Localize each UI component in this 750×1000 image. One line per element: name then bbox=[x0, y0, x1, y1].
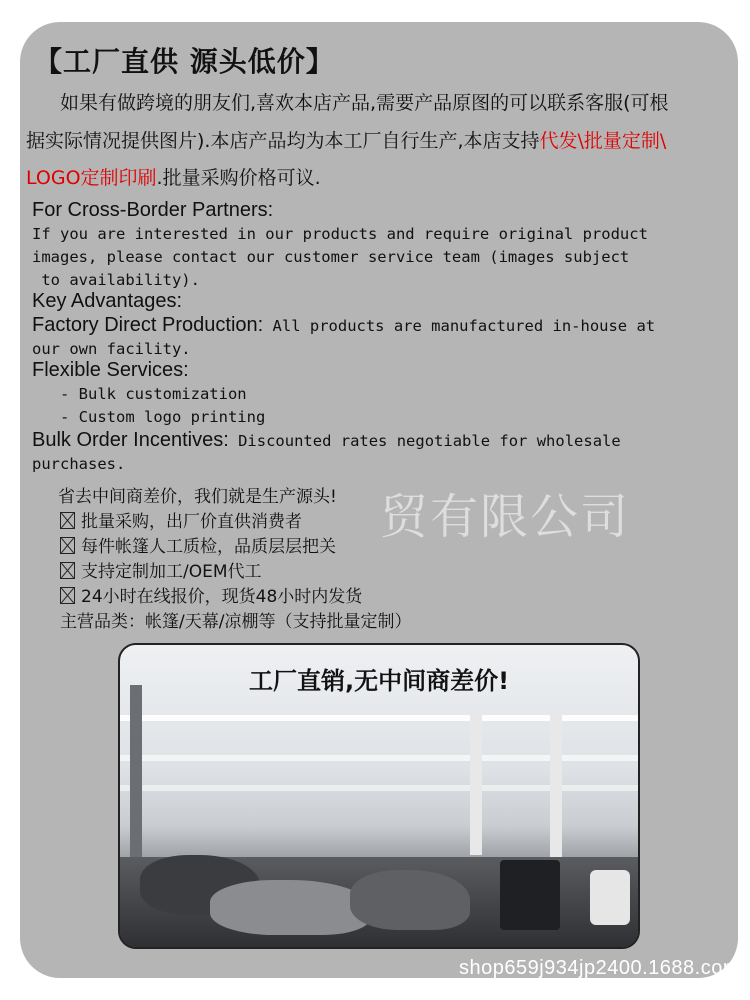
cross-border-line: If you are interested in our products and require original product bbox=[32, 225, 648, 243]
bullet-item-text: 支持定制加工/OEM代工 bbox=[81, 562, 262, 582]
bulk-order-text: Discounted rates negotiable for wholesale bbox=[228, 432, 621, 450]
flexible-service-item: - Bulk customization bbox=[32, 385, 247, 403]
pillar bbox=[470, 715, 482, 855]
cross-border-heading: For Cross-Border Partners: bbox=[32, 199, 274, 221]
bullet-item-text: 批量采购，出厂价直供消费者 bbox=[81, 512, 302, 532]
photo-caption: 工厂直销,无中间商差价! bbox=[248, 667, 510, 695]
bulk-order-text-2: purchases. bbox=[32, 455, 126, 473]
tent-fabric-pile bbox=[350, 870, 470, 930]
bulk-order-heading: Bulk Order Incentives: bbox=[32, 429, 229, 451]
intro-line-2 bbox=[26, 126, 732, 153]
flexible-services-heading: Flexible Services: bbox=[32, 359, 189, 381]
factory-photo bbox=[118, 643, 640, 949]
pillar bbox=[130, 685, 142, 885]
cross-border-line: to availability). bbox=[32, 271, 200, 289]
bullet-item-text: 24小时在线报价，现货48小时内发货 bbox=[81, 587, 363, 607]
factory-direct-line bbox=[32, 314, 655, 337]
intro-line-3-text: .批量采购价格可议. bbox=[156, 167, 321, 189]
main-category: 主营品类：帐篷/天幕/凉棚等（支持批量定制） bbox=[60, 612, 412, 632]
page-title: 【工厂直供 源头低价】 bbox=[34, 45, 335, 78]
checkbox-icon bbox=[60, 587, 75, 604]
intro-highlight-dropship: 代发\批量定制\ bbox=[539, 130, 667, 152]
factory-direct-text-2: our own facility. bbox=[32, 340, 191, 358]
cross-border-line: images, please contact our customer service team (images subject bbox=[32, 248, 630, 266]
bullet-item bbox=[60, 532, 336, 557]
checkbox-icon bbox=[60, 512, 75, 529]
white-bag bbox=[590, 870, 630, 925]
checkbox-icon bbox=[60, 537, 75, 554]
factory-direct-text: All products are manufactured in-house at bbox=[263, 317, 656, 335]
tent-fabric-pile bbox=[210, 880, 370, 935]
watermark-company-name: 贸有限公司 bbox=[380, 489, 631, 545]
intro-line-1: 如果有做跨境的朋友们,喜欢本店产品,需要产品原图的可以联系客服(可根 bbox=[60, 92, 669, 114]
bullets-intro: 省去中间商差价，我们就是生产源头! bbox=[58, 487, 337, 507]
bullet-item bbox=[60, 557, 262, 582]
intro-highlight-logo: LOGO定制印刷 bbox=[26, 167, 157, 189]
pillar bbox=[550, 715, 562, 875]
bullet-item bbox=[60, 582, 362, 607]
intro-line-3 bbox=[26, 163, 732, 190]
checkbox-icon bbox=[60, 562, 75, 579]
storage-rack bbox=[500, 860, 560, 930]
factory-direct-heading: Factory Direct Production: bbox=[32, 314, 264, 336]
flexible-service-item: - Custom logo printing bbox=[32, 408, 266, 426]
key-advantages-heading: Key Advantages: bbox=[32, 290, 183, 312]
intro-line-2-text: 据实际情况提供图片).本店产品均为本工厂自行生产,本店支持 bbox=[26, 130, 540, 152]
bullet-item-text: 每件帐篷人工质检，品质层层把关 bbox=[81, 537, 336, 557]
bullet-item bbox=[60, 507, 302, 532]
bulk-order-line bbox=[32, 429, 621, 452]
shop-url: shop659j934jp2400.1688.com bbox=[459, 957, 740, 979]
